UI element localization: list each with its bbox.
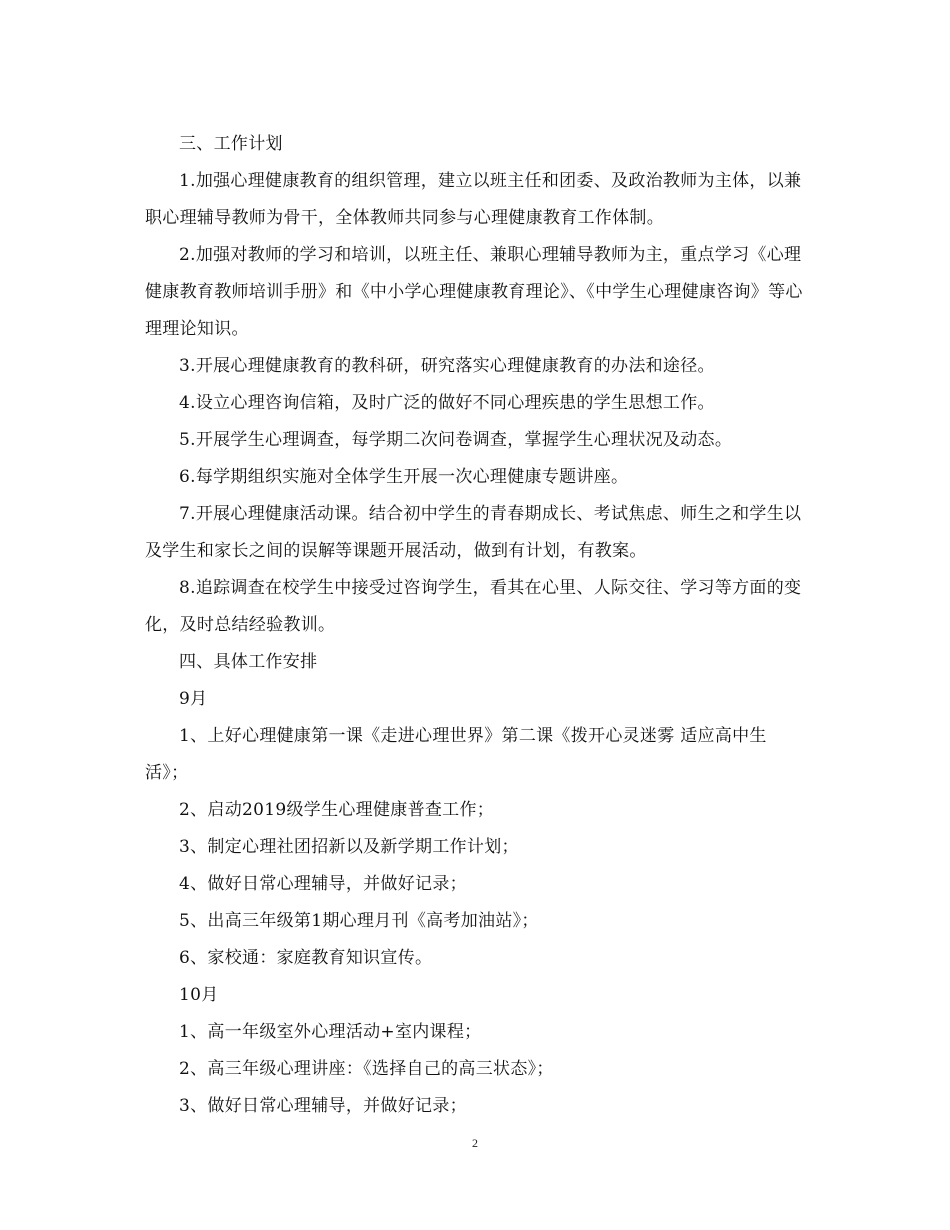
page-number: 2 — [472, 1136, 478, 1150]
section-heading-schedule: 四、具体工作安排 — [179, 652, 318, 672]
document-body — [145, 126, 805, 1125]
september-item-5: 5、出高三年级第1期心理月刊《高考加油站》； — [179, 911, 539, 931]
section-heading-work-plan: 三、工作计划 — [179, 134, 283, 154]
september-item-2: 2、启动2019级学生心理健康普查工作； — [179, 800, 495, 820]
october-item-2: 2、高三年级心理讲座：《选择自己的高三状态》； — [179, 1059, 554, 1079]
october-item-3: 3、做好日常心理辅导，并做好记录； — [179, 1096, 467, 1116]
september-item-6: 6、家校通：家庭教育知识宣传。 — [179, 948, 433, 968]
september-item-1: 1、上好心理健康第一课《走进心理世界》第二课《拨开心灵迷雾 适应高中生活》； — [145, 726, 767, 783]
september-item-3: 3、制定心理社团招新以及新学期工作计划； — [179, 837, 519, 857]
paragraph-item-8: 8.追踪调查在校学生中接受过咨询学生，看其在心里、人际交往、学习等方面的变化，及时总结经验教训。 — [145, 578, 802, 635]
month-heading-october: 10月 — [179, 985, 219, 1005]
paragraph-item-3: 3.开展心理健康教育的教科研，研究落实心理健康教育的办法和途径。 — [179, 356, 715, 376]
month-heading-september: 9月 — [179, 689, 208, 709]
paragraph-item-7: 7.开展心理健康活动课。结合初中学生的青春期成长、考试焦虑、师生之和学生以及学生和家长之间的误解等课题开展活动，做到有计划，有教案。 — [145, 504, 802, 561]
september-item-4: 4、做好日常心理辅导，并做好记录； — [179, 874, 467, 894]
paragraph-item-2: 2.加强对教师的学习和培训，以班主任、兼职心理辅导教师为主，重点学习《心理健康教育教师培训手册》和《中小学心理健康教育理论》、《中学生心理健康咨询》等心理理论知识。 — [145, 245, 803, 339]
paragraph-item-4: 4.设立心理咨询信箱，及时广泛的做好不同心理疾患的学生思想工作。 — [179, 393, 715, 413]
october-item-1: 1、高一年级室外心理活动+室内课程； — [179, 1022, 482, 1042]
paragraph-item-6: 6.每学期组织实施对全体学生开展一次心理健康专题讲座。 — [179, 467, 629, 487]
paragraph-item-5: 5.开展学生心理调查，每学期二次问卷调查，掌握学生心理状况及动态。 — [179, 430, 733, 450]
paragraph-item-1: 1.加强心理健康教育的组织管理，建立以班主任和团委、及政治教师为主体，以兼职心理辅导教师为骨干，全体教师共同参与心理健康教育工作体制。 — [145, 171, 802, 228]
